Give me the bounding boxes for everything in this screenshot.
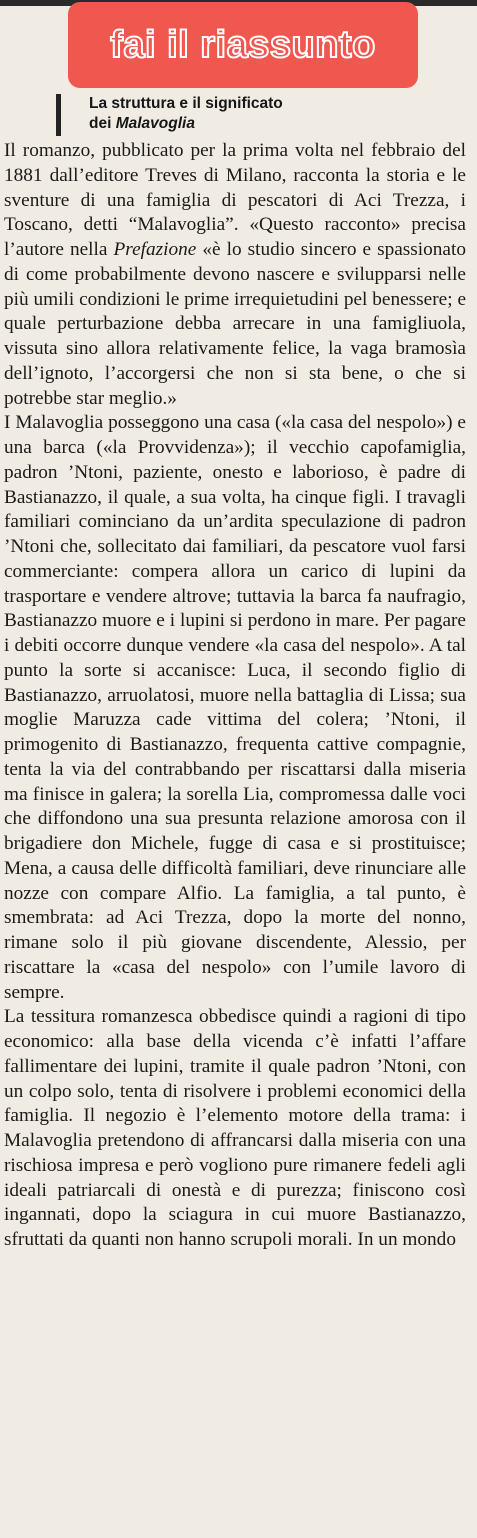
section-heading bbox=[56, 94, 436, 136]
paragraph-1-text-a: Il romanzo, pubblicato per la prima volta nel febbraio del 1881 dall’editore Treves di Milano, racconta la storia e le sventure di una famiglia di pescatori di Aci Trezza, i Toscano, detti “Malavoglia”. «Questo racconto» precisa l’autore nella bbox=[4, 140, 466, 260]
paragraph-1-italic: Prefazione bbox=[113, 239, 197, 260]
heading-line-1: La struttura e il significato bbox=[89, 95, 283, 112]
heading-line-2-prefix: dei bbox=[89, 115, 116, 132]
title-banner bbox=[68, 2, 418, 88]
banner-title: fai il riassunto bbox=[110, 23, 376, 66]
paragraph-1-text-b: «è lo studio sincero e spassionato di come probabilmente devono nascere e svilupparsi nelle più umili condizioni le prime irrequietudini pel benessere; e quale perturbazione debba arrecare in una famigliuola, vissuta sino allora relativamente felice, la vaga bramosìa dell’ignoto, l’accorgersi che non si sta bene, o che si potrebbe star meglio.» bbox=[4, 239, 466, 409]
paragraph-2: I Malavoglia posseggono una casa («la casa del nespolo») e una barca («la Provvidenza»); il vecchio capofamiglia, padron ’Ntoni, paziente, onesto e laborioso, è padre di Bastianazzo, il quale, a sua volta, ha cinque figli. I travagli familiari cominciano da un’ardita speculazione di padron ’Ntoni che, sollecitato dai familiari, da pescatore vuol farsi commerciante: compera allora un carico di lupini da trasportare e vendere altrove; tuttavia la barca fa naufragio, Bastianazzo muore e i lupini si perdono in mare. Per pagare i debiti occorre dunque vendere «la casa del nespolo». A tal punto la sorte si accanisce: Luca, il secondo figlio di Bastianazzo, arruolatosi, muore nella battaglia di Lissa; sua moglie Maruzza cade vittima del colera; ’Ntoni, il primogenito di Bastianazzo, frequenta cattive compagnie, tenta la via del contrabbando per riscattarsi dalla miseria ma finisce in galera; la sorella Lia, compromessa dalle voci che diffondono una sua presunta relazione amorosa con il brigadiere don Michele, fugge di casa e si prostituisce; Mena, a causa delle difficoltà familiari, deve rinunciare alle nozze con compare Alfio. La famiglia, a tal punto, è smembrata: ad Aci Trezza, dopo la morte del nonno, rimane solo il più giovane discendente, Alessio, per riscattare la «casa del nespolo» con l’umile lavoro di sempre. bbox=[4, 412, 466, 1003]
paragraph-1 bbox=[4, 139, 466, 411]
heading-line-2 bbox=[89, 114, 436, 134]
article-body bbox=[4, 139, 466, 1253]
paragraph-3: La tessitura romanzesca obbedisce quindi a ragioni di tipo economico: alla base della vicenda c’è infatti l’affare fallimentare dei lupini, tramite il quale padron ’Ntoni, con un colpo solo, tenta di risolvere i problemi economici della famiglia. Il negozio è l’elemento motore della trama: i Malavoglia pretendono di affrancarsi dalla miseria con una rischiosa impresa e però vogliono pure rimanere fedeli agli ideali patriarcali di onestà e di purezza; finiscono così ingannati, dopo la sciagura in cui muore Bastianazzo, sfruttati da quanti non hanno scrupoli morali. In un mondo bbox=[4, 1006, 466, 1250]
heading-line-2-title: Malavoglia bbox=[115, 115, 195, 132]
